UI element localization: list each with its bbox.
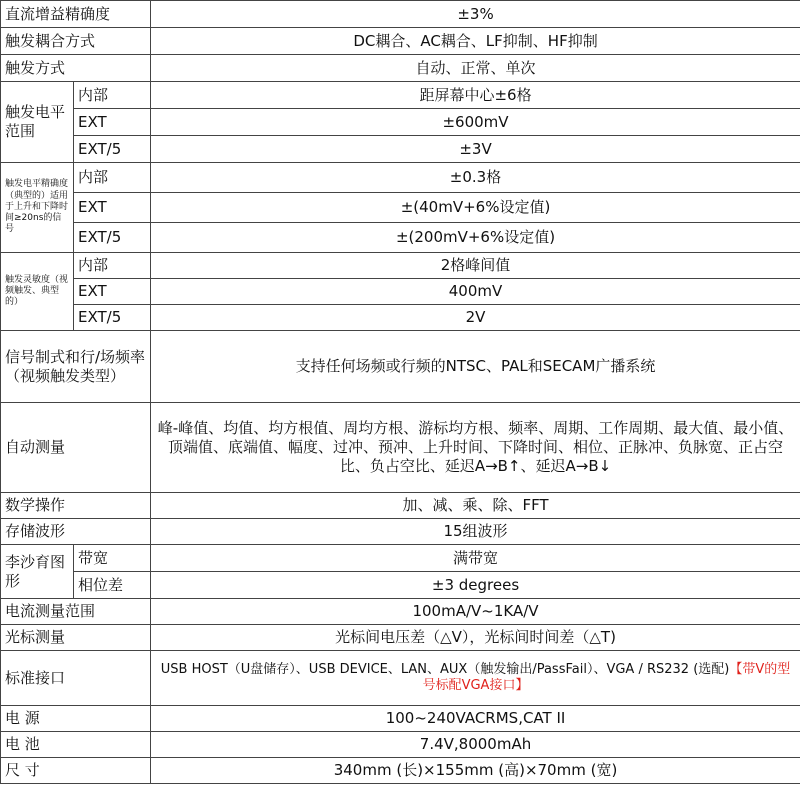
row-value: 100~240VACRMS,CAT II	[151, 706, 800, 732]
table-row	[1, 519, 800, 545]
table-row	[1, 82, 800, 109]
table-row	[1, 625, 800, 651]
group-label: 触发灵敏度（视频触发、典型的）	[1, 253, 74, 331]
table-row	[1, 331, 800, 403]
row-value: 2V	[151, 305, 800, 331]
table-row	[1, 305, 800, 331]
row-label: 尺 寸	[1, 758, 151, 784]
sub-label: 相位差	[74, 572, 151, 599]
table-row	[1, 651, 800, 706]
row-label: 触发耦合方式	[1, 28, 151, 55]
table-row	[1, 599, 800, 625]
sub-label: 内部	[74, 163, 151, 193]
interface-text: USB HOST（U盘储存）、USB DEVICE、LAN、AUX（触发输出/PassFail）、VGA / RS232 (选配)	[160, 661, 730, 677]
table-row	[1, 758, 800, 784]
sub-label: EXT/5	[74, 305, 151, 331]
sub-label: EXT	[74, 109, 151, 136]
table-row	[1, 193, 800, 223]
table-row	[1, 279, 800, 305]
row-value: 2格峰间值	[151, 253, 800, 279]
table-row	[1, 223, 800, 253]
row-value: ±(40mV+6%设定值)	[151, 193, 800, 223]
row-value: 满带宽	[151, 545, 800, 572]
row-value: 340mm (长)×155mm (高)×70mm (宽)	[151, 758, 800, 784]
row-label: 电 池	[1, 732, 151, 758]
row-label: 自动测量	[1, 403, 151, 493]
table-row	[1, 1, 800, 28]
sub-label: 内部	[74, 253, 151, 279]
row-value: 峰-峰值、均值、均方根值、周均方根、游标均方根、频率、周期、工作周期、最大值、最小值、顶端值、底端值、幅度、过冲、预冲、上升时间、下降时间、相位、正脉冲、负脉宽、正占空比、负占空比、延迟A→B↑、延迟A→B↓	[151, 403, 800, 493]
sub-label: 带宽	[74, 545, 151, 572]
table-row	[1, 732, 800, 758]
row-value: 100mA/V~1KA/V	[151, 599, 800, 625]
row-label: 标准接口	[1, 651, 151, 706]
row-value: 光标间电压差（△V），光标间时间差（△T)	[151, 625, 800, 651]
row-label: 存储波形	[1, 519, 151, 545]
row-label: 信号制式和行/场频率（视频触发类型）	[1, 331, 151, 403]
row-value: ±3 degrees	[151, 572, 800, 599]
table-row	[1, 706, 800, 732]
row-value: 加、减、乘、除、FFT	[151, 493, 800, 519]
row-value: 距屏幕中心±6格	[151, 82, 800, 109]
row-value: ±3V	[151, 136, 800, 163]
row-label: 电 源	[1, 706, 151, 732]
row-value: ±(200mV+6%设定值)	[151, 223, 800, 253]
row-label: 电流测量范围	[1, 599, 151, 625]
row-value	[151, 651, 800, 706]
interface-note: 【带V的型号标配VGA接口】	[422, 661, 791, 693]
group-label: 触发电平精确度（典型的）适用于上升和下降时间≥20ns的信号	[1, 163, 74, 253]
row-label: 光标测量	[1, 625, 151, 651]
row-value: DC耦合、AC耦合、LF抑制、HF抑制	[151, 28, 800, 55]
row-label: 触发方式	[1, 55, 151, 82]
group-label: 李沙育图形	[1, 545, 74, 599]
table-row	[1, 403, 800, 493]
row-value: 7.4V,8000mAh	[151, 732, 800, 758]
table-row	[1, 545, 800, 572]
row-value: ±3%	[151, 1, 800, 28]
table-row	[1, 572, 800, 599]
table-row	[1, 253, 800, 279]
row-value: 15组波形	[151, 519, 800, 545]
row-value: 支持任何场频或行频的NTSC、PAL和SECAM广播系统	[151, 331, 800, 403]
table-row	[1, 136, 800, 163]
row-label: 直流增益精确度	[1, 1, 151, 28]
table-row	[1, 28, 800, 55]
row-label: 数学操作	[1, 493, 151, 519]
table-row	[1, 109, 800, 136]
row-value: 自动、正常、单次	[151, 55, 800, 82]
sub-label: EXT	[74, 193, 151, 223]
table-row	[1, 493, 800, 519]
table-row	[1, 55, 800, 82]
group-label: 触发电平范围	[1, 82, 74, 163]
sub-label: 内部	[74, 82, 151, 109]
row-value: ±0.3格	[151, 163, 800, 193]
row-value: ±600mV	[151, 109, 800, 136]
row-value: 400mV	[151, 279, 800, 305]
sub-label: EXT	[74, 279, 151, 305]
sub-label: EXT/5	[74, 223, 151, 253]
table-row	[1, 163, 800, 193]
sub-label: EXT/5	[74, 136, 151, 163]
